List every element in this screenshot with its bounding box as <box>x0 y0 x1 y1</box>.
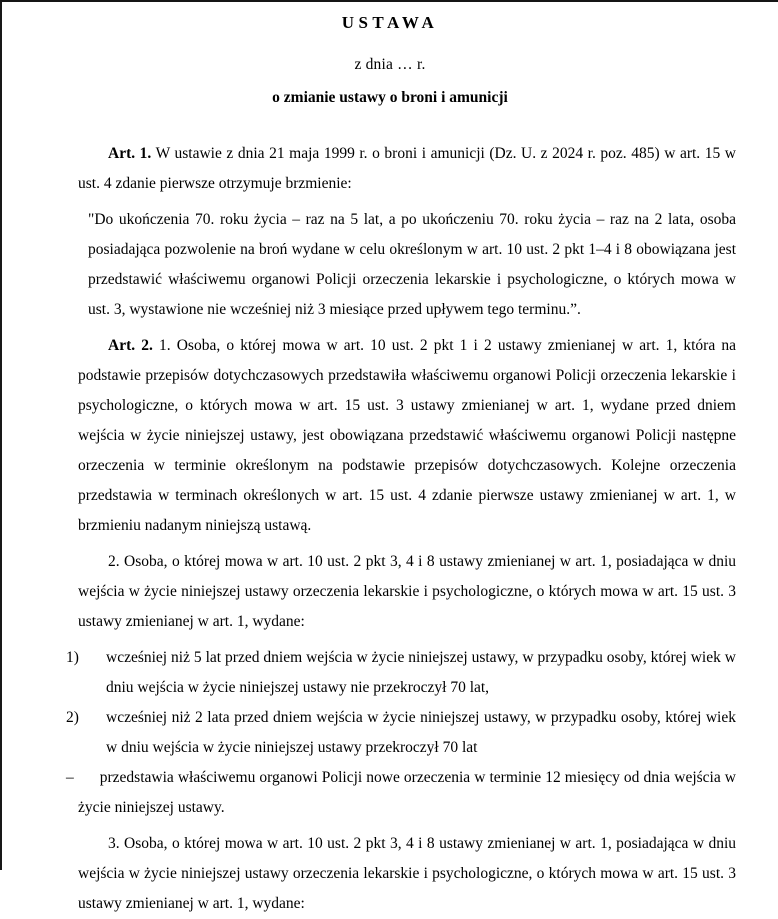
list-item-number: 2) <box>66 709 79 726</box>
article-2-ust-1-paragraph <box>78 331 736 541</box>
article-1-paragraph <box>78 139 736 199</box>
dash-clause-text: przedstawia właściwemu organowi Policji nowe orzeczenia w terminie 12 miesięcy od dnia wejścia w życie niniejszej ustawy. <box>78 769 736 816</box>
article-1-label: Art. 1. <box>108 145 152 162</box>
article-2-label: Art. 2. <box>108 337 153 354</box>
dash-clause <box>66 763 736 823</box>
article-1-intro: W ustawie z dnia 21 maja 1999 r. o broni i amunicji (Dz. U. z 2024 r. poz. 485) w art. 15 w ust. 4 zdanie pierwsze otrzymuje brzmienie: <box>78 145 736 192</box>
act-date-line: z dnia … r. <box>354 56 426 73</box>
article-2-ust-3-paragraph: 3. Osoba, o której mowa w art. 10 ust. 2 pkt 3, 4 i 8 ustawy zmienianej w art. 1, posiadająca w dniu wejścia w życie niniejszej ustawy orzeczenia lekarskie i psychologiczne, o których mowa w art. 15 ust. 3 ustawy zmienianej w art. 1, wydane: <box>78 835 736 912</box>
act-subject: o zmianie ustawy o broni i amunicji <box>272 89 508 106</box>
list-item-text: wcześniej niż 5 lat przed dniem wejścia w życie niniejszej ustawy, w przypadku osoby, której wiek w dniu wejścia w życie niniejszej ustawy nie przekroczył 70 lat, <box>106 649 736 696</box>
article-1-quoted-provision: "Do ukończenia 70. roku życia – raz na 5 lat, a po ukończeniu 70. roku życia – raz na 2 lata, osoba posiadająca pozwolenie na broń wydane w celu określonym w art. 10 ust. 2 pkt 1–4 i 8 obowiązana jest przedstawić właściwemu organowi Policji orzeczenia lekarskie i psychologiczne, o których mowa w ust. 3, wystawione nie wcześniej niż 3 miesiące przed upływem tego terminu.”. <box>88 211 736 318</box>
list-item <box>66 703 736 763</box>
list-item <box>66 643 736 703</box>
list-item-text: wcześniej niż 2 lata przed dniem wejścia w życie niniejszej ustawy, w przypadku osoby, której wiek w dniu wejścia w życie niniejszej ustawy przekroczył 70 lat <box>106 709 736 756</box>
article-2-ust-2-paragraph: 2. Osoba, o której mowa w art. 10 ust. 2 pkt 3, 4 i 8 ustawy zmienianej w art. 1, posiadająca w dniu wejścia w życie niniejszej ustawy orzeczenia lekarskie i psychologiczne, o których mowa w art. 15 ust. 3 ustawy zmienianej w art. 1, wydane: <box>78 553 736 630</box>
dash-marker: – <box>66 769 74 786</box>
document-header <box>2 8 778 108</box>
article-2-ust-1-text: 1. Osoba, o której mowa w art. 10 ust. 2 pkt 1 i 2 ustawy zmienianej w art. 1, która na podstawie przepisów dotychczasowych przedstawiła właściwemu organowi Policji orzeczenia lekarskie i psychologiczne, o których mowa w art. 15 ust. 3 ustawy zmienianej w art. 1, wydane przed dniem wejścia w życie niniejszej ustawy, jest obowiązana przedstawić właściwemu organowi Policji następne orzeczenia w terminie określonym na podstawie przepisów dotychczasowych. Kolejne orzeczenia przedstawia w terminach określonych w art. 15 ust. 4 zdanie pierwsze ustawy zmienianej w art. 1, w brzmieniu nadanym niniejszą ustawą. <box>78 337 736 534</box>
act-title: USTAWA <box>341 13 439 32</box>
list-item-number: 1) <box>66 649 79 666</box>
